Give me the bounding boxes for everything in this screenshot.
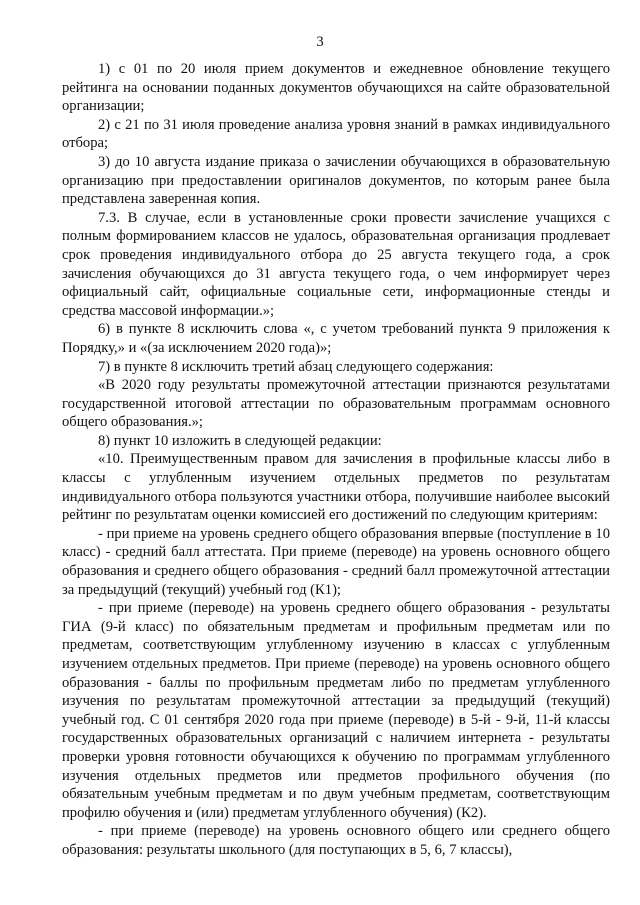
paragraph-stage-1: 1) с 01 по 20 июля прием документов и ежедневное обновление текущего рейтинга на основании поданных документов обучающихся на сайте образовательной организации; [62,61,610,115]
paragraph-point-10: «10. Преимущественным правом для зачисления в профильные классы либо в классы с углубленным изучением отдельных предметов по результатам индивидуального отбора пользуются участники отбора, получившие наиболее высокий рейтинг по результатам оценки комиссией его достижений по следующим критериям: [62,451,610,524]
paragraph-amendment-8: 8) пункт 10 изложить в следующей редакции: [98,432,382,449]
paragraph-stage-2: 2) с 21 по 31 июля проведение анализа уровня знаний в рамках индивидуального отбора; [62,116,610,152]
document-body [62,60,610,859]
paragraph-criterion-k2: - при приеме (переводе) на уровень среднего общего образования - результаты ГИА (9-й класс) по обязательным предметам и профильным предметам или по предметам, соответствующим углубленному изучению в классах с углубленным изучением отдельных предметов. При приеме (переводе) на уровень основного общего образования - баллы по профильным предметам либо по предметам углубленного изучения по результатам промежуточной аттестации за предыдущий (текущий) учебный год. С 01 сентября 2020 года при приеме (переводе) в 5-й - 9-й, 11-й классы государственных образовательных организаций с наличием интернета - результаты проверки уровня готовности обучающихся к обучению по программам углубленного изучения отдельных предметов или предметов профильного обучения (по обязательным учебным предметам и по двум учебным предметам, соответствующим профилю обучения и (или) предметам углубленного обучения) (К2). [62,600,610,821]
paragraph-criterion-k1: - при приеме на уровень среднего общего образования впервые (поступление в 10 класс) - средний балл аттестата. При приеме (переводе) на уровень основного общего образования и среднего общего образования - средний балл промежуточной аттестации за предыдущий (текущий) учебный год (К1); [62,525,610,598]
paragraph-7-3: 7.3. В случае, если в установленные сроки провести зачисление учащихся с полным формированием классов не удалось, образовательная организация продлевает срок проведения индивидуального отбора до 25 августа текущего года, а срок зачисления обучающихся до 31 августа текущего года, о чем информирует через официальный сайт, официальные социальные сети, информационные стенды и средства массовой информации.»; [62,209,610,319]
paragraph-quoted-text: «В 2020 году результаты промежуточной аттестации признаются результатами государственной итоговой аттестации по образовательным программам основного общего образования.»; [62,377,610,431]
paragraph-amendment-7: 7) в пункте 8 исключить третий абзац следующего содержания: [98,358,494,375]
paragraph-criterion-k3-partial: - при приеме (переводе) на уровень основного общего или среднего общего образования: результаты школьного (для поступающих в 5, 6, 7 классы), [62,823,610,858]
page-number: 3 [316,34,324,50]
paragraph-amendment-6: 6) в пункте 8 исключить слова «, с учетом требований пункта 9 приложения к Порядку,» и «(за исключением 2020 года)»; [62,321,610,356]
paragraph-stage-3: 3) до 10 августа издание приказа о зачислении обучающихся в образовательную организацию при предоставлении оригиналов документов, по которым ранее была представлена заверенная копия. [62,153,610,208]
